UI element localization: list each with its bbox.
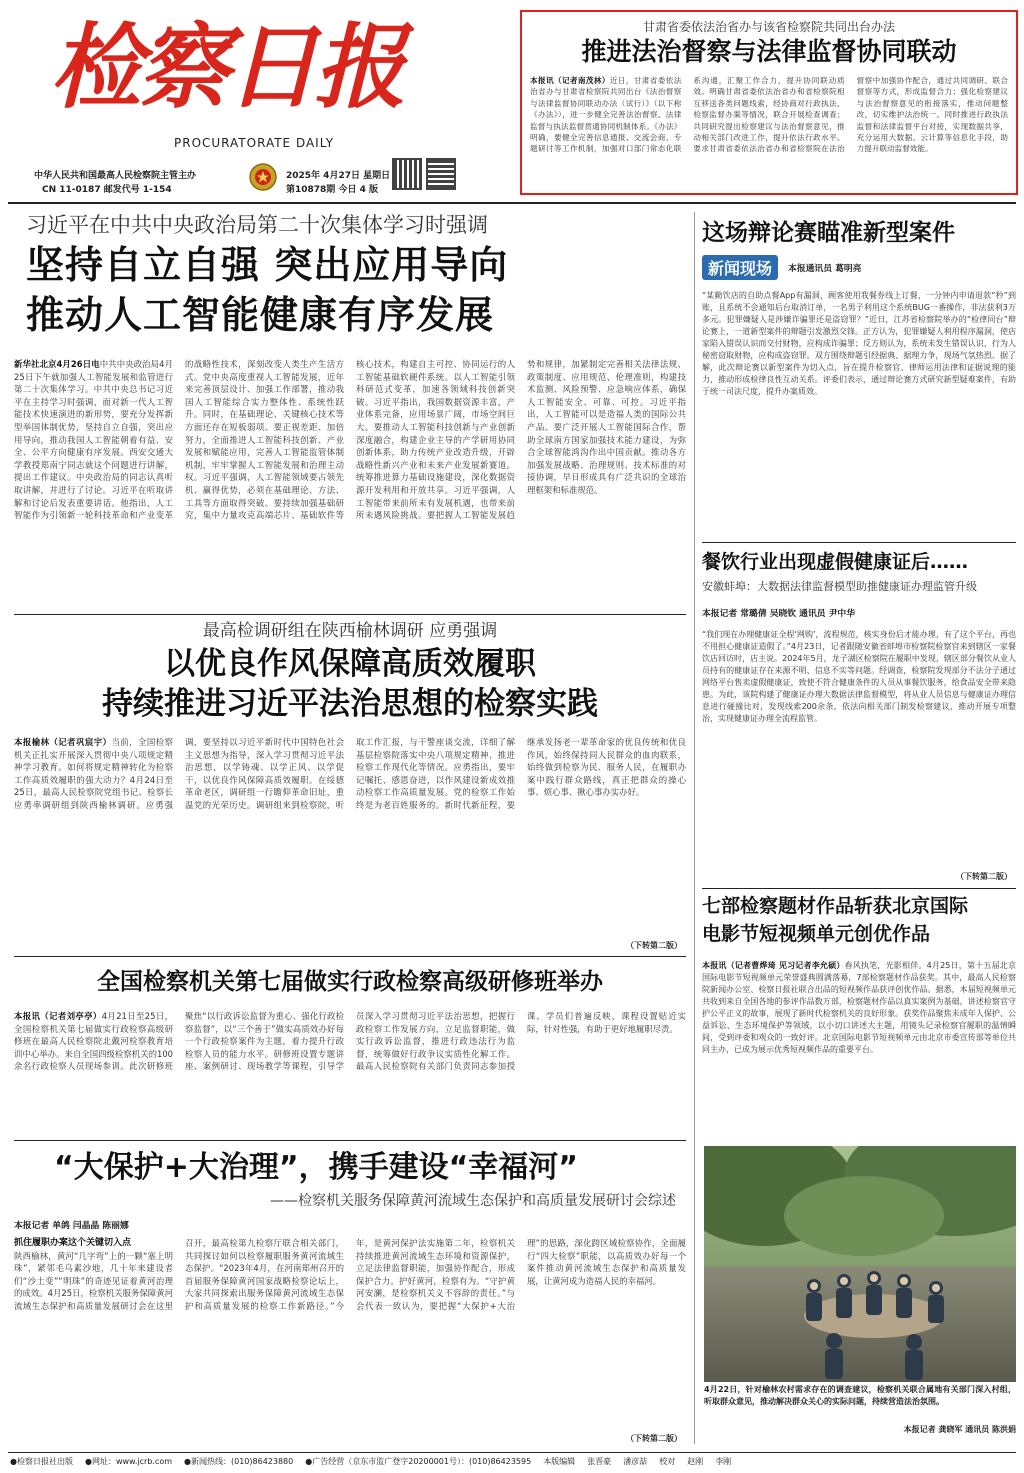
footer-publisher: ●检察日报社出版: [10, 1457, 73, 1466]
main2-headline-2: 持续推进习近平法治思想的检察实践: [102, 686, 598, 722]
right1-headline: 这场辩论赛瞄准新型案件: [702, 220, 955, 246]
main4-byline: 本报记者 单鸽 闫晶晶 陈丽娜: [14, 1221, 129, 1231]
masthead-english: PROCURATORATE DAILY: [174, 136, 335, 150]
emblem-icon: [248, 162, 278, 192]
photo-caption: [704, 1384, 1016, 1444]
right1-byline: 本报通讯员 葛明亮: [788, 263, 862, 274]
main1-body: [14, 358, 686, 546]
main1-headline-2: 推动人工智能健康有序发展: [26, 293, 495, 337]
main2-article: [14, 618, 686, 953]
main2-body: [14, 736, 686, 936]
right2-headline: 餐饮行业出现虚假健康证后……: [702, 551, 969, 573]
masthead-cn: CN 11-0187 邮发代号 1-154: [42, 185, 172, 195]
right3-byline: 本报讯（记者曹烨琦 见习记者李允硕）: [702, 961, 845, 970]
main1-kicker: 习近平在中共中央政治局第二十次集体学习时强调: [26, 213, 488, 237]
qr-code-icon: [392, 158, 422, 190]
top-right-headline: 推进法治督察与法律监督协同联动: [581, 37, 957, 66]
main2-kicker: 最高检调研组在陕西榆林调研 应勇强调: [202, 621, 498, 641]
footer-ad: ●广告经营（京东市监广登字20200001号）：(010)86423595: [305, 1457, 532, 1466]
right2-subhead: 安徽蚌埠：大数据法律监督模型助推健康证办理监管升级: [702, 580, 977, 593]
photo-caption-text: 4月22日，针对榆林农村需求存在的调查建议，检察机关联合属地有关部门深入村组，听取群众意见，推动解决群众关心的实际问题，持续营造法治氛围。: [704, 1385, 1016, 1406]
main2-headline-1: 以优良作风保障高质效履职: [164, 646, 536, 682]
footer-editor-1: 张晋豪: [587, 1457, 612, 1466]
right3-headline-1: 七部检察题材作品斩获北京国际: [702, 895, 969, 917]
divider: [702, 888, 1016, 889]
divider: [14, 956, 686, 957]
column-rule: [694, 212, 695, 1444]
main2-text: 当前，全国检察机关正扎实开展深入贯彻中央八项规定精神学习教育。如何将规定精神转化为检察工作高质效履职的强大动力？4月24日至25日，最高人民检察院党组书记、检察长应勇率调研组到陕西榆林调研。应勇强调，要坚持以习近平新时代中国特色社会主义思想为指导，深入学习贯彻习近平法治思想，以学铸魂、以学正风、以学促干，以优良作风保障高质效履职。在绥德革命老区，调研组一行瞻仰革命旧址，重温党的光荣历史。调研组来到检察院，听取工作汇报，与干警座谈交流，详细了解基层检察院落实中央八项规定精神、推进检察工作现代化等情况。应勇指出，要牢记嘱托、感恩奋进，以作风建设新成效推动检察工作高质量发展。党的检察工作始终是为老百姓服务的。新时代新征程，要继承发扬老一辈革命家的优良传统和优良作风，始终保持同人民群众的血肉联系，始终做到检察为民、服务人民，在履职办案中践行群众路线，真正把群众的操心事、烦心事、揪心事办实办好。: [14, 737, 686, 810]
divider: [14, 1140, 686, 1141]
main1-headline-1: 坚持自立自强 突出应用导向: [26, 243, 509, 287]
right3-headline-2: 电影节短视频单元创优作品: [702, 923, 931, 945]
main4-continued: （下转第二版）: [626, 1434, 682, 1443]
main2-continued: （下转第二版）: [626, 941, 682, 950]
divider: [14, 614, 686, 615]
main1-text: 中共中央政治局4月25日下午就加强人工智能发展和监管进行第二十次集体学习。中共中央总书记习近平在主持学习时强调，面对新一代人工智能技术快速演进的新形势，要充分发挥新型举国体制优势，坚持自立自强，突出应用导向，推动我国人工智能朝着有益、安全、公平方向健康有序发展。西安交通大学教授郑南宁同志就这个问题进行讲解，提出工作建议。中央政治局的同志认真听取讲解，并进行了讨论。习近平在听取讲解和讨论后发表重要讲话。他指出，人工智能作为引领新一轮科技革命和产业变革的战略性技术，深刻改变人类生产生活方式。党中央高度重视人工智能发展，近年来完善顶层设计、加强工作部署，推动我国人工智能综合实力整体性、系统性跃升。同时，在基础理论、关键核心技术等方面还存在短板弱项。要正视差距、加倍努力，全面推进人工智能科技创新、产业发展和赋能应用，完善人工智能监管体制机制，牢牢掌握人工智能发展和治理主动权。习近平强调，人工智能领域要占领先机、赢得优势，必须在基础理论、方法、工具等方面取得突破。要持续加强基础研究，集中力量攻克高端芯片、基础软件等核心技术，构建自主可控、协同运行的人工智能基础软硬件系统。以人工智能引领科研范式变革，加速各领域科技创新突破。习近平指出，我国数据资源丰富，产业体系完备，应用场景广阔，市场空间巨大。要推动人工智能科技创新与产业创新深度融合，构建企业主导的产学研用协同创新体系，助力传统产业改造升级，开辟战略性新兴产业和未来产业发展新赛道。统筹推进算力基础设施建设，深化数据资源开发利用和开放共享。习近平强调，人工智能带来前所未有发展机遇，也带来前所未遇风险挑战。要把握人工智能发展趋势和规律，加紧制定完善相关法律法规、政策制度、应用规范、伦理准则，构建技术监测、风险预警、应急响应体系，确保人工智能安全、可靠、可控。习近平指出，人工智能可以是造福人类的国际公共产品。要广泛开展人工智能国际合作，帮助全球南方国家加强技术能力建设，为弥合全球智能鸿沟作出中国贡献。推动各方加强发展战略、治理规则、技术标准的对接协调，早日形成具有广泛共识的全球治理框架和标准规范。: [14, 359, 686, 521]
right3-article: [702, 892, 1016, 1142]
header-rule: [8, 202, 1016, 204]
main4-headline: “大保护+大治理”，携手建设“幸福河”: [54, 1150, 579, 1185]
masthead-logo: 检察日报: [50, 13, 403, 121]
main3-article: [14, 962, 686, 1140]
right1-badge: 新闻现场: [702, 255, 778, 280]
main1-lead: 新华社北京4月26日电: [14, 359, 100, 369]
main4-text: 陕西榆林，黄河“几字弯”上的一颗“塞上明珠”，紧邻毛乌素沙地，几十年来建设者们“沙土变”“明珠”的奇迹见证着黄河治理的成效。4月25日，检察机关服务保障黄河流域生态保护和高质量发展研讨会在这里召开，最高检第九检察厅联合相关部门，共同探讨如何以检察履职服务黄河流域生态保护。“2023年4月，在河南郑州召开的首届服务保障黄河国家战略检察论坛上，大家共同探索出服务保障黄河流域生态保护和高质量发展的检察工作新路径。”今年，是黄河保护法实施第二年，检察机关持续推进黄河流域生态环境和资源保护，立足法律监督职能，加强协作配合，形成保护合力。护好黄河，检察有为。“守护黄河安澜，是检察机关义不容辞的责任。”与会代表一致认为，要把握“大保护+大治理”的思路，深化跨区域检察协作，全面履行“四大检察”职能，以高质效办好每一个案件推动黄河流域生态保护和高质量发展，让黄河成为造福人民的幸福河。: [14, 1238, 686, 1311]
footer-editor-2: 潘彦喆: [623, 1457, 648, 1466]
main4-subhead: ——检察机关服务保障黄河流域生态保护和高质量发展研讨会综述: [270, 1193, 676, 1209]
right2-body: “我们现在办理健康证全程‘网购’，流程规范，核实身份后才能办理，有了这个平台，再也不用担心健康证造假了。”4月23日，记者跟随安徽省蚌埠市检察院检察官来到辖区一家餐饮店回访时，店主说。2024年5月，龙子湖区检察院在履职中发现，辖区部分餐饮从业人员持有的健康证存在来源不明、信息不实等问题。经调查，检察院发现部分不法分子通过网络平台售卖虚假健康证，致使不符合健康条件的人员从事餐饮服务，给食品安全带来隐患。为此，该院构建了健康证办理大数据法律监督模型，将从业人员信息与健康证办理信息进行碰撞比对，发现线索200余条，依法向相关部门制发检察建议，推动开展专项整治，实现健康证办理全流程监管。: [702, 630, 1016, 723]
footer-proof-2: 李刚: [715, 1457, 732, 1466]
right3-text: 春风执笔，光影相伴。4月25日，第十五届北京国际电影节短视频单元荣誉盛典圆满落幕，7部检察题材作品获奖。其中，最高人民检察院新闻办公室、检察日报社联合出品的短视频作品获评创优作品。据悉，本届短视频单元共收到来自全国各地的参评作品数万部，检察题材作品以真实案例为基础，讲述检察官守护公平正义的故事，展现了新时代检察机关的良好形象。获奖作品聚焦未成年人保护、公益诉讼、生态环境保护等领域，以小切口讲述大主题，用镜头记录检察官履职的温情瞬间，受到评委和观众的一致好评。北京国际电影节短视频单元由北京市委宣传部等单位共同主办，已成为展示优秀短视频作品的重要平台。: [702, 961, 1016, 1054]
right1-article: [702, 212, 1016, 542]
masthead-sponsor: 中华人民共和国最高人民检察院主管主办: [34, 171, 197, 181]
top-right-lead: 本报讯（记者南茂林）: [530, 76, 610, 85]
top-right-body: [530, 75, 1008, 187]
main3-text: 4月21日至25日，全国检察机关第七届做实行政检察高级研修班在最高人民检察院北戴河检察教育培训中心举办。来自全国四级检察机关的100余名行政检察人员现场参训。此次研修班聚焦“以行政诉讼监督为重心、强化行政检察监督”，以“三个善于”做实高质效办好每一个行政检察案件为主题，着力提升行政检察人员的能力水平。研修班设置专题讲座、案例研讨、现场教学等课程，引导学员深入学习贯彻习近平法治思想，把握行政检察工作发展方向，立足监督职能，做实行政诉讼监督，推进行政违法行为监督，统筹做好行政争议实质性化解工作。最高人民检察院有关部门负责同志参加授课。学员们普遍反映，课程设置贴近实际，针对性强，有助于更好地履职尽责。: [14, 1011, 686, 1072]
main2-lead: 本报榆林（记者巩宸宇）: [14, 737, 112, 747]
main4-subtitle: 抓住履职办案这个关键切入点: [14, 1238, 132, 1248]
main1-article: [14, 210, 686, 610]
footer-editor-label: 本版编辑: [543, 1457, 576, 1466]
main3-lead: 本报讯（记者刘亭亭）: [14, 1011, 102, 1021]
masthead: [14, 8, 514, 198]
footer-proof-1: 赵刚: [687, 1457, 704, 1466]
footer-rule: [8, 1452, 1016, 1453]
right1-body: “某勤饮店的自助点餐App有漏洞，顾客使用我餐券线上订餐，一分钟内申请退款“秒”到账，且系统不会通知后台取消订单，一名男子利用这个系统BUG一番操作，非法获利3万多元。犯罪嫌疑人是涉嫌诈骗罪还是盗窃罪？”近日，江苏省检察院举办的“检律同台”辩论赛上，一道新型案件的辩题引发激烈交锋。正方认为，犯罪嫌疑人利用程序漏洞，使店家陷入错误认识而交付财物，应构成诈骗罪；反方则认为，系统未发生错误认识，行为人秘密窃取财物，应构成盗窃罪。双方围绕辩题引经据典、据理力争，现场气氛热烈。据了解，此次辩论赛以新型案件为切入点，旨在提升检察官、律师运用法律和证据说理的能力，推动形成检律良性互动关系。评委们表示，通过辩论赛方式研究新型疑难案件，有助于统一司法尺度，提升办案质效。: [702, 291, 1016, 396]
top-right-text: 近日，甘肃省委依法治省办与甘肃省检察院共同出台《法治督察与法律监督协同联动办法（试行）》（以下称《办法》），进一步健全完善法治督察、法律监督与执法监督贯通协同机制体系。《办法》明确，要健全完善信息通报、交流会商、专题研讨等工作机制，加强对口部门常态化联系沟通，汇聚工作合力，提升协同联动质效。明确甘肃省委依法治省办和省检察院相互移送各类问题线索，经协商对行政执法、检察监督办案等情况，联合开展检查调查；共同研究提出检察建议与法治督察意见，推动相关部门改进工作，提升依法行政水平。要求甘肃省委依法治省办和省检察院在法治督察中加强协作配合，通过共同调研、联合督察等方式，形成监督合力；强化检察建议与法治督察意见的衔接落实，推动问题整改，切实维护法治统一。同时推进行政执法监督和法律监督平台对接，实现数据共享，充分运用大数据、云计算等信息化手段，助力提升联动监督效能。: [530, 76, 1008, 154]
right2-article: [702, 546, 1016, 886]
main4-body: [14, 1237, 686, 1437]
footer-hotline: ●新闻热线：(010)86423880: [184, 1457, 294, 1466]
photo-credit: 本报记者 龚晓军 通讯员 陈洪娟: [903, 1425, 1016, 1434]
main3-body: [14, 1010, 686, 1136]
right3-body: [702, 960, 1016, 1136]
main4-article: [14, 1146, 686, 1446]
news-photo: [704, 1146, 1016, 1382]
top-right-kicker: 甘肃省委依法治省办与该省检察院共同出台办法: [642, 20, 895, 34]
footer-website[interactable]: ●网址：www.jcrb.com: [84, 1457, 173, 1466]
divider: [702, 542, 1016, 543]
masthead-date: 2025年 4月27日 星期日: [286, 171, 391, 181]
right2-byline: 本报记者 常璐倩 吴晓钦 通讯员 尹中华: [702, 609, 856, 619]
qr-code-icon: [426, 158, 456, 190]
masthead-issue: 第10878期 今日 4 版: [286, 185, 378, 195]
footer: [10, 1456, 1016, 1470]
right2-continued: （下转第二版）: [956, 872, 1012, 881]
top-right-article: [520, 10, 1018, 195]
footer-proof-label: 校对: [659, 1457, 676, 1466]
main3-headline: 全国检察机关第七届做实行政检察高级研修班举办: [97, 969, 603, 995]
